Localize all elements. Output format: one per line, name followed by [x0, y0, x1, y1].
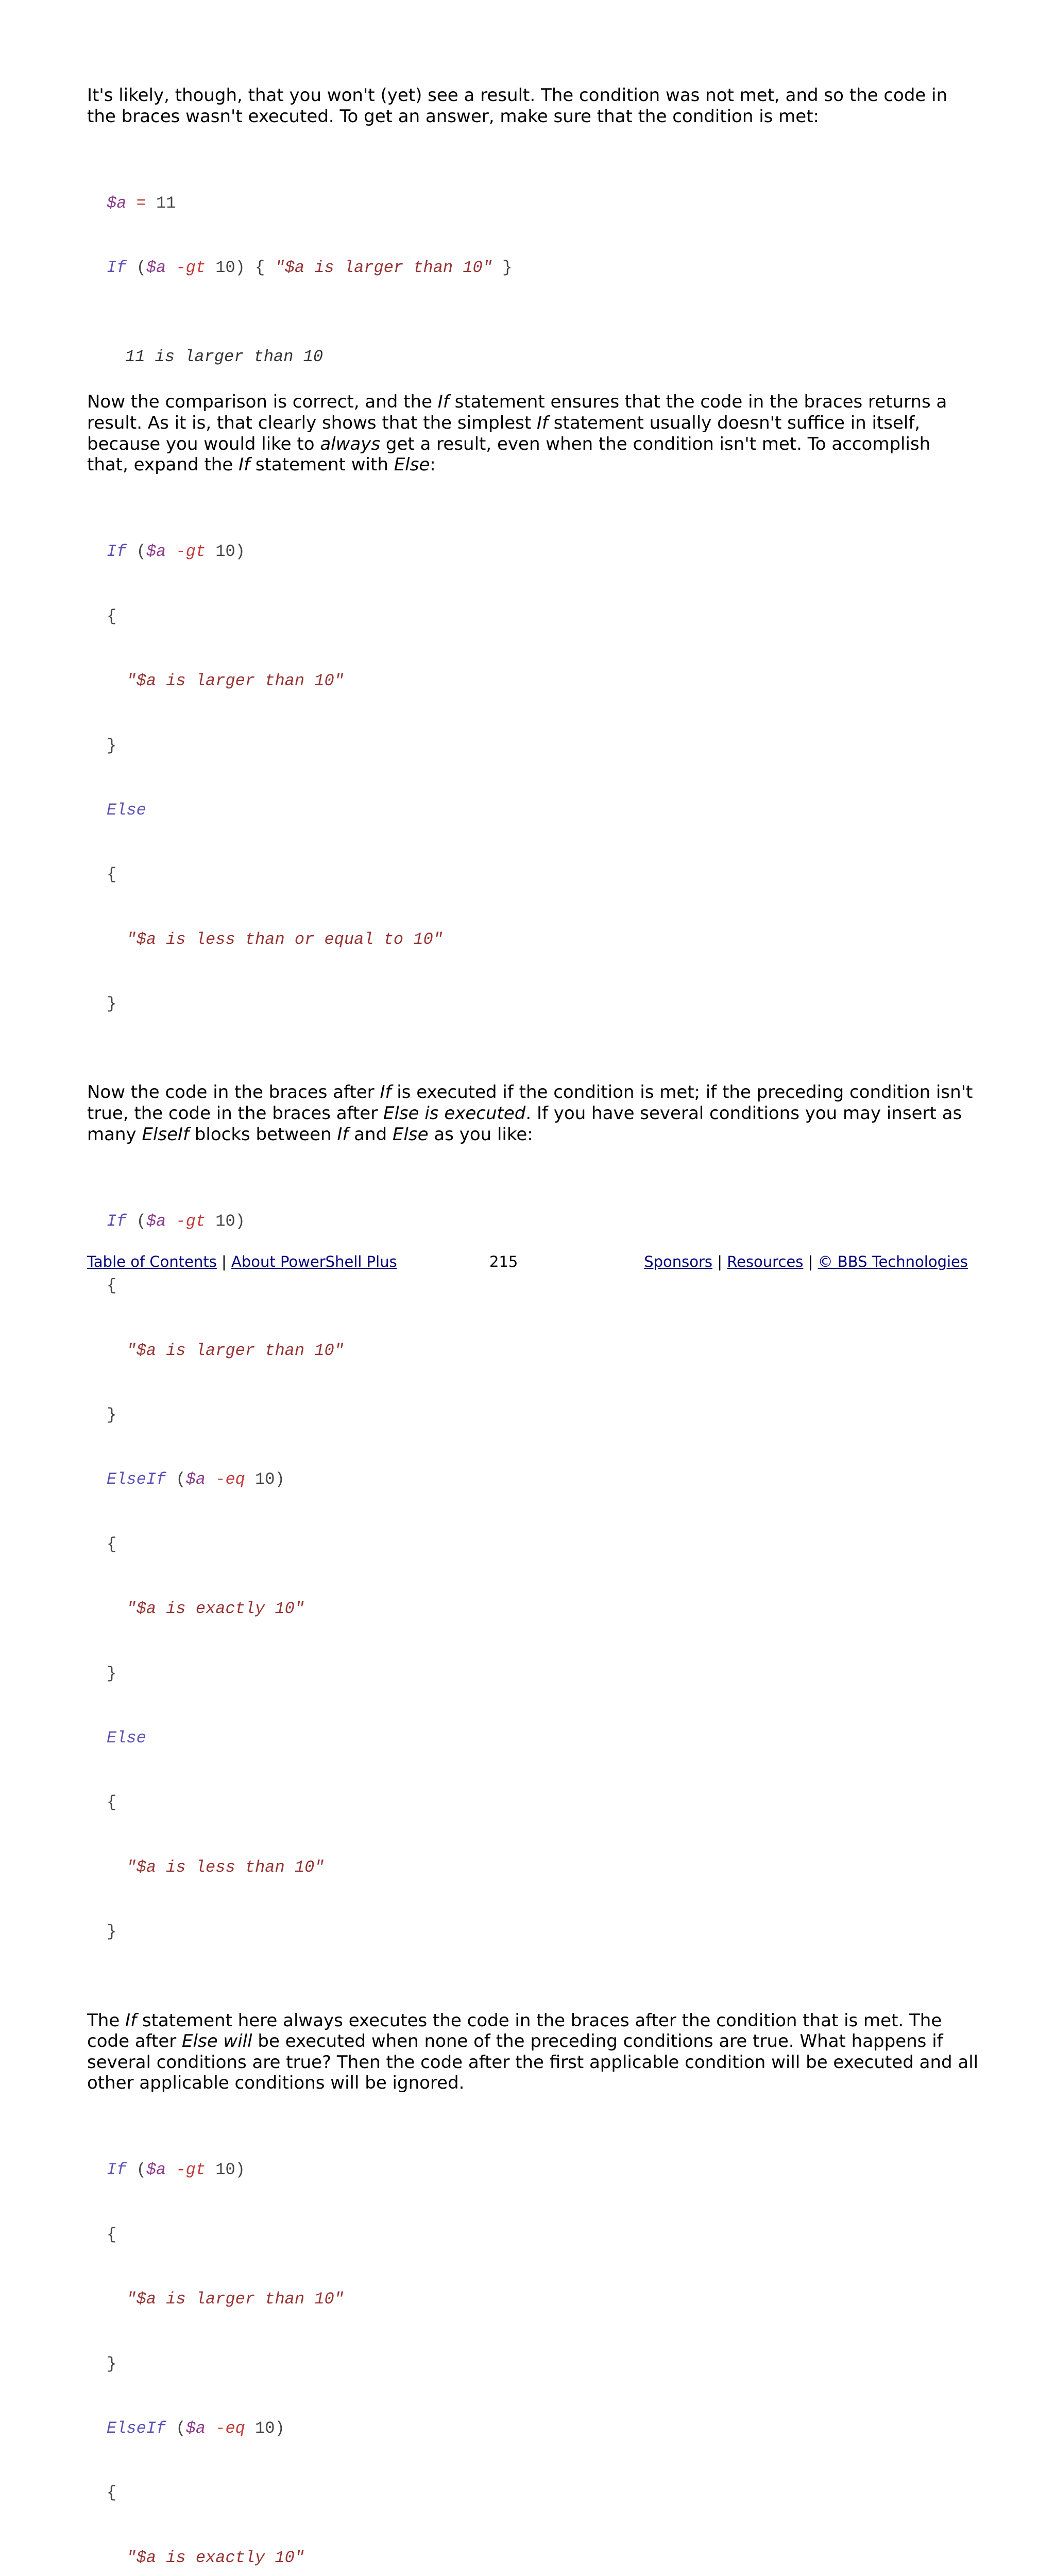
code-line: }: [107, 994, 117, 1014]
link-separator: |: [216, 1253, 232, 1270]
text-run: that, expand the: [87, 454, 239, 476]
code-line: [107, 2547, 973, 2569]
code-line: {: [107, 1534, 117, 1554]
code-line: Else: [107, 1728, 146, 1748]
paragraph-line: [87, 413, 973, 434]
paragraph-line: several conditions are true? Then the code after the first applicable condition will be executed and all: [87, 2052, 979, 2073]
code-line: [107, 257, 973, 279]
code-line: [107, 2289, 973, 2310]
paragraph-line: [87, 1103, 973, 1124]
code-token: "$a is exactly 10": [126, 1599, 305, 1619]
code-token: -gt: [166, 542, 206, 562]
code-line: [107, 2159, 973, 2181]
text-run: If: [125, 2010, 137, 2031]
text-run: If: [337, 1124, 349, 1145]
code-token: If: [107, 258, 127, 278]
code-token: "$a is larger than 10": [126, 1341, 344, 1360]
code-line: {: [107, 1276, 117, 1296]
link-separator: |: [803, 1253, 818, 1270]
code-token: $a: [107, 193, 127, 213]
code-line: [107, 1857, 973, 1878]
code-token: If: [107, 542, 127, 562]
code-line: }: [107, 736, 117, 755]
sponsors-link[interactable]: Sponsors: [644, 1253, 713, 1270]
resources-link[interactable]: Resources: [727, 1253, 804, 1270]
page-number: 215: [489, 1253, 518, 1270]
code-token: 10): [245, 2419, 285, 2438]
code-block-4: [87, 2116, 973, 2576]
copyright-link[interactable]: © BBS Technologies: [818, 1253, 968, 1270]
paragraph-line: It's likely, though, that you won't (yet) see a result. The condition was not met, and so the code in: [87, 85, 948, 106]
paragraph-line: [87, 2010, 973, 2031]
text-run: Now the comparison is correct, and the: [87, 392, 438, 413]
code-token: -gt: [166, 2160, 206, 2180]
paragraph-4: [87, 2010, 979, 2094]
text-run: statement here always executes the code in the braces after the condition that is met. The: [137, 2010, 942, 2031]
paragraph-line: [87, 392, 973, 413]
text-run: is executed if the condition is met; if the preceding condition isn't: [391, 1082, 973, 1103]
code-token: $a: [185, 2419, 206, 2438]
code-line: [107, 1469, 973, 1490]
code-token: If: [107, 1211, 127, 1231]
text-run: If: [239, 454, 250, 476]
text-run: . If you have several conditions you may insert as: [525, 1103, 962, 1124]
text-run: code after: [87, 2031, 182, 2052]
code-line: [107, 1598, 973, 1620]
footer-right-links: [644, 1253, 968, 1270]
code-token: -eq: [206, 2419, 245, 2438]
code-line: [107, 929, 973, 951]
text-run: because you would like to: [87, 433, 320, 454]
text-run: The: [87, 2010, 126, 2031]
text-run: many: [87, 1124, 142, 1145]
code-token: "$a is larger than 10": [126, 671, 344, 691]
document-page: [87, 85, 979, 2576]
code-token: (: [166, 1470, 186, 1489]
code-line: }: [107, 2354, 117, 2374]
text-run: be executed when none of the preceding conditions are true. What happens if: [252, 2031, 943, 2052]
code-token: $a: [146, 1211, 166, 1231]
code-token: (: [126, 542, 146, 562]
code-token: 10) {: [206, 258, 275, 278]
code-token: 10): [206, 2160, 245, 2180]
text-run: Else is executed: [383, 1103, 526, 1124]
code-token: ElseIf: [107, 2419, 166, 2438]
text-run: get a result, even when the condition isn't met. To accomplish: [380, 433, 931, 454]
text-run: and: [348, 1124, 393, 1145]
code-token: (: [126, 2160, 146, 2180]
page-footer: [87, 1253, 968, 1274]
code-token: 11: [156, 193, 176, 213]
code-token: $a: [185, 1470, 206, 1489]
text-run: always: [320, 433, 381, 454]
code-block-1: [87, 149, 973, 321]
paragraph-1: [87, 85, 973, 127]
text-run: If: [437, 392, 449, 413]
code-token: "$a is exactly 10": [126, 2548, 305, 2567]
paragraph-2: [87, 392, 973, 475]
code-line: {: [107, 865, 117, 885]
text-run: Else will: [182, 2031, 252, 2052]
code-line: [107, 2418, 973, 2439]
text-run: Else: [394, 454, 430, 476]
code-token: 10): [206, 1211, 245, 1231]
code-line: [107, 1211, 973, 1232]
text-run: blocks between: [189, 1124, 337, 1145]
code-block-2: [87, 498, 973, 1058]
text-run: statement with: [250, 454, 394, 476]
code-block-3: [87, 1167, 973, 1986]
code-line: {: [107, 2483, 117, 2503]
code-token: (: [126, 258, 146, 278]
code-line: {: [107, 1793, 117, 1812]
code-line: }: [107, 1405, 117, 1425]
code-token: $a: [146, 258, 166, 278]
code-token: -eq: [206, 1470, 245, 1489]
code-line: [107, 1340, 973, 1362]
code-output-1: 11 is larger than 10: [125, 347, 324, 366]
code-token: "$a is less than 10": [126, 1857, 325, 1877]
text-run: If: [536, 412, 548, 433]
paragraph-line: [87, 454, 973, 476]
code-line: }: [107, 1664, 117, 1683]
code-token: $a: [146, 2160, 166, 2180]
paragraph-3: [87, 1082, 973, 1145]
code-line: [107, 670, 973, 692]
code-token: $a: [146, 542, 166, 562]
code-token: 10): [245, 1470, 285, 1489]
link-separator: |: [712, 1253, 727, 1270]
code-token: "$a is larger than 10": [126, 2290, 344, 2309]
text-run: result. As it is, that clearly shows that the simplest: [87, 412, 537, 433]
paragraph-line: [87, 2031, 973, 2052]
code-token: "$a is less than or equal to 10": [126, 929, 443, 949]
code-token: (: [126, 1211, 146, 1231]
text-run: ElseIf: [142, 1124, 189, 1145]
text-run: as you like:: [428, 1124, 533, 1145]
paragraph-line: [87, 1082, 973, 1103]
code-token: ElseIf: [107, 1470, 166, 1489]
table-of-contents-link[interactable]: Table of Contents: [87, 1253, 217, 1270]
code-line: }: [107, 1922, 117, 1942]
code-line: {: [107, 606, 117, 626]
paragraph-line: [87, 434, 973, 455]
footer-left-links: [87, 1253, 397, 1270]
code-line: {: [107, 2225, 117, 2244]
code-token: -gt: [166, 1211, 206, 1231]
code-line: [107, 193, 973, 214]
text-run: If: [380, 1082, 392, 1103]
text-run: statement usually doesn't suffice in itself,: [548, 412, 921, 433]
code-token: =: [126, 193, 157, 213]
text-run: Now the code in the braces after: [87, 1082, 380, 1103]
text-run: Else: [392, 1124, 429, 1145]
text-run: true, the code in the braces after: [87, 1103, 383, 1124]
about-powershell-plus-link[interactable]: About PowerShell Plus: [231, 1253, 397, 1270]
paragraph-line: [87, 1124, 973, 1145]
text-run: :: [430, 454, 436, 476]
code-token: If: [107, 2160, 127, 2180]
code-line: [107, 541, 973, 563]
code-token: -gt: [166, 258, 206, 278]
code-token: "$a is larger than 10": [275, 258, 492, 278]
paragraph-line: the braces wasn't executed. To get an answer, make sure that the condition is met:: [87, 106, 820, 127]
text-run: statement ensures that the code in the braces returns a: [449, 392, 947, 413]
code-token: }: [492, 258, 513, 278]
code-token: (: [166, 2419, 186, 2438]
code-token: 10): [206, 542, 245, 562]
code-line: Else: [107, 800, 146, 820]
paragraph-line: other applicable conditions will be ignored.: [87, 2073, 465, 2094]
